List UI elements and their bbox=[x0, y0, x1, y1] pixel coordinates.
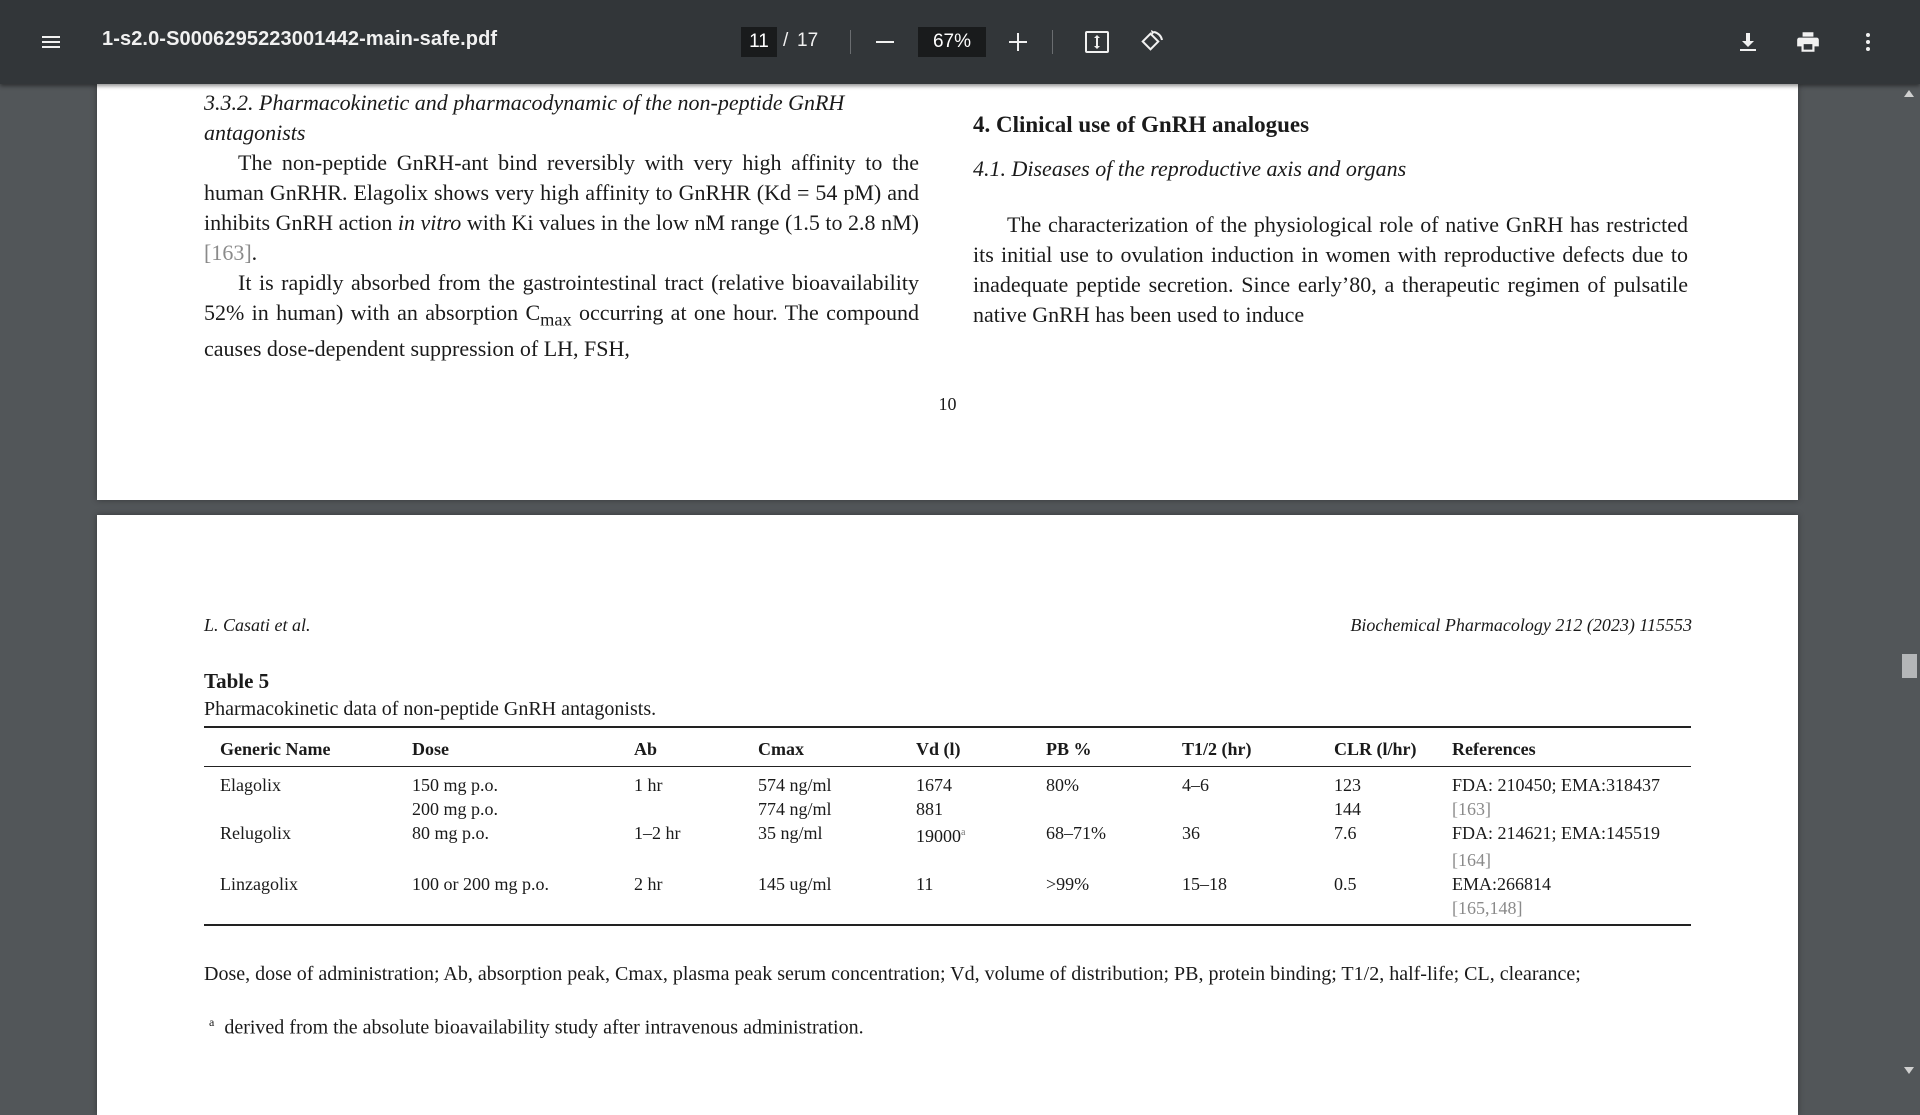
column-header: Generic Name bbox=[204, 727, 406, 767]
zoom-out-icon bbox=[874, 31, 896, 53]
table-cell bbox=[752, 896, 910, 925]
table-cell bbox=[910, 821, 1040, 848]
table-row bbox=[204, 848, 1691, 872]
column-header: Vd (l) bbox=[910, 727, 1040, 767]
column-header: Ab bbox=[628, 727, 752, 767]
table-cell: 80 mg p.o. bbox=[412, 823, 490, 843]
pdf-page-10 bbox=[97, 84, 1798, 500]
citation-link[interactable]: [164] bbox=[1452, 850, 1491, 870]
scroll-down-arrow-icon[interactable] bbox=[1904, 1067, 1914, 1074]
paragraph: The characterization of the physiological role of native GnRH has restricted its initial use to ovulation induction in women with reproductive defects due to inadequate peptide secretion. Since early’80, a therapeutic regimen of pulsatile native GnRH has been used to induce bbox=[973, 212, 1688, 327]
vertical-scrollbar[interactable] bbox=[1898, 84, 1920, 1080]
table-cell: 200 mg p.o. bbox=[412, 799, 499, 819]
rotate-button[interactable] bbox=[1129, 20, 1173, 64]
paragraph-text: . bbox=[251, 240, 258, 265]
table-cell bbox=[752, 848, 910, 872]
paragraph-text: It is rapidly absorbed from the gastrointestinal tract (relative bioavailability 52% in human) with an absorption C bbox=[204, 270, 919, 325]
column-header: CLR (l/hr) bbox=[1328, 727, 1446, 767]
table-row bbox=[204, 767, 1691, 798]
column-header: References bbox=[1446, 727, 1691, 767]
print-icon bbox=[1795, 29, 1821, 55]
subscript: max bbox=[540, 309, 572, 330]
column-header: Cmax bbox=[752, 727, 910, 767]
table-cell bbox=[1040, 848, 1176, 872]
table-cell: 0.5 bbox=[1334, 874, 1357, 894]
table-cell: >99% bbox=[1046, 874, 1090, 894]
table-title: Table 5 bbox=[204, 669, 270, 693]
section-title: 4. Clinical use of GnRH analogues bbox=[973, 112, 1310, 137]
pdf-toolbar bbox=[0, 0, 1920, 84]
fit-page-button[interactable] bbox=[1075, 20, 1119, 64]
pdf-page-11 bbox=[97, 515, 1798, 1115]
table-cell: FDA: 214621; EMA:145519 bbox=[1452, 823, 1661, 843]
table-cell: 881 bbox=[916, 799, 943, 819]
table-cell bbox=[1040, 896, 1176, 925]
table-cell: Elagolix bbox=[220, 775, 281, 795]
table-cell: 574 ng/ml bbox=[758, 775, 832, 795]
table-cell bbox=[204, 848, 406, 872]
table-cell: 1 hr bbox=[634, 775, 663, 795]
table-cell bbox=[204, 896, 406, 925]
table-cell: 80% bbox=[1046, 775, 1079, 795]
menu-button[interactable] bbox=[29, 20, 73, 64]
table-cell: 36 bbox=[1182, 823, 1200, 843]
left-column bbox=[204, 88, 919, 364]
table-cell bbox=[910, 848, 1040, 872]
zoom-in-button[interactable] bbox=[996, 20, 1040, 64]
table-cell bbox=[406, 848, 628, 872]
running-header-journal: Biochemical Pharmacology 212 (2023) 115553 bbox=[1350, 615, 1692, 635]
table-cell: 4–6 bbox=[1182, 775, 1209, 795]
table-cell: 68–71% bbox=[1046, 823, 1106, 843]
paragraph bbox=[204, 268, 919, 364]
table-cell bbox=[1176, 896, 1328, 925]
table-cell bbox=[1040, 797, 1176, 821]
table-cell: 15–18 bbox=[1182, 874, 1227, 894]
table-cell: 7.6 bbox=[1334, 823, 1357, 843]
table-footnote-a bbox=[209, 1015, 864, 1040]
section-subtitle: 4.1. Diseases of the reproductive axis and organs bbox=[973, 156, 1407, 181]
citation-link[interactable]: [163] bbox=[1452, 799, 1491, 819]
table-cell: 1674 bbox=[916, 775, 952, 795]
footnote-marker: a bbox=[961, 827, 966, 838]
table-cell bbox=[628, 848, 752, 872]
table-cell: 35 ng/ml bbox=[758, 823, 823, 843]
table-cell bbox=[204, 797, 406, 821]
table-row bbox=[204, 896, 1691, 925]
page-separator: / bbox=[783, 30, 789, 51]
table-cell: Linzagolix bbox=[220, 874, 298, 894]
toolbar-divider bbox=[850, 30, 851, 54]
table-cell: 100 or 200 mg p.o. bbox=[412, 874, 549, 894]
table-cell: 145 ug/ml bbox=[758, 874, 832, 894]
page-total: 17 bbox=[797, 30, 819, 51]
paragraph-text: occurring at one hour. The compound causes dose-dependent suppression of LH, FSH, bbox=[204, 300, 919, 362]
table-cell: FDA: 210450; EMA:318437 bbox=[1452, 775, 1661, 795]
pharmacokinetic-table bbox=[204, 726, 1691, 926]
fit-page-icon bbox=[1084, 29, 1110, 55]
table-row bbox=[204, 821, 1691, 848]
toolbar-divider bbox=[1052, 30, 1053, 54]
print-button[interactable] bbox=[1786, 20, 1830, 64]
paragraph-italic: in vitro bbox=[397, 210, 462, 235]
table-cell: 123 bbox=[1334, 775, 1361, 795]
page-number: 10 bbox=[938, 394, 957, 414]
download-button[interactable] bbox=[1726, 20, 1770, 64]
column-header: Dose bbox=[406, 727, 628, 767]
more-vert-icon bbox=[1856, 30, 1880, 54]
table-cell: 2 hr bbox=[634, 874, 663, 894]
table-cell: 11 bbox=[916, 874, 934, 894]
more-options-button[interactable] bbox=[1846, 20, 1890, 64]
table-cell bbox=[1328, 848, 1446, 872]
table-cell bbox=[1176, 797, 1328, 821]
table-caption: Pharmacokinetic data of non-peptide GnRH antagonists. bbox=[204, 698, 657, 720]
paragraph-text: The non-peptide GnRH-ant bind reversibly with very high affinity to the human GnRHR. Elagolix shows very high affinity to GnRHR (Kd = 54 pM) and inhibits GnRH action bbox=[204, 150, 919, 235]
zoom-in-icon bbox=[1007, 31, 1029, 53]
table-header-row bbox=[204, 727, 1691, 767]
cell-value: 19000 bbox=[916, 826, 961, 846]
zoom-out-button[interactable] bbox=[863, 20, 907, 64]
footnote-marker: a bbox=[209, 1015, 215, 1029]
citation-link[interactable]: [165,148] bbox=[1446, 896, 1691, 925]
page-number-input[interactable] bbox=[741, 27, 777, 57]
table-row bbox=[204, 797, 1691, 821]
document-title: 1-s2.0-S0006295223001442-main-safe.pdf bbox=[102, 28, 498, 50]
table-footnote: Dose, dose of administration; Ab, absorption peak, Cmax, plasma peak serum concentration; Vd, volume of distribution; PB, protein binding; T1/2, half-life; CL, clearance; bbox=[204, 963, 1581, 985]
right-column bbox=[973, 112, 1688, 330]
scrollbar-thumb[interactable] bbox=[1902, 654, 1917, 678]
table-cell: EMA:266814 bbox=[1452, 874, 1551, 894]
table-cell bbox=[1176, 848, 1328, 872]
table-cell: 774 ng/ml bbox=[758, 799, 832, 819]
table-cell: 144 bbox=[1334, 799, 1361, 819]
table-row bbox=[204, 872, 1691, 896]
table-cell bbox=[628, 896, 752, 925]
column-header: T1/2 (hr) bbox=[1176, 727, 1328, 767]
rotate-icon bbox=[1137, 28, 1165, 56]
table-cell: Relugolix bbox=[220, 823, 291, 843]
scroll-up-arrow-icon[interactable] bbox=[1904, 90, 1914, 97]
menu-icon bbox=[39, 30, 63, 54]
paragraph-text: with Ki values in the low nM range (1.5 to 2.8 nM) bbox=[461, 210, 919, 235]
download-icon bbox=[1736, 30, 1760, 54]
paragraph bbox=[204, 148, 919, 268]
running-header-authors: L. Casati et al. bbox=[204, 615, 311, 635]
table-cell bbox=[628, 797, 752, 821]
table-cell: 1–2 hr bbox=[634, 823, 681, 843]
column-header: PB % bbox=[1040, 727, 1176, 767]
subsection-title: 3.3.2. Pharmacokinetic and pharmacodynamic of the non-peptide GnRH antagonists bbox=[204, 90, 845, 145]
footnote-text: derived from the absolute bioavailability study after intravenous administration. bbox=[224, 1016, 864, 1039]
zoom-level-input[interactable]: 67% bbox=[918, 27, 986, 57]
citation-link[interactable]: [163] bbox=[204, 240, 252, 265]
table-cell bbox=[406, 896, 628, 925]
table-cell bbox=[1328, 896, 1446, 925]
table-cell: 150 mg p.o. bbox=[412, 775, 499, 795]
table-cell bbox=[910, 896, 1040, 925]
